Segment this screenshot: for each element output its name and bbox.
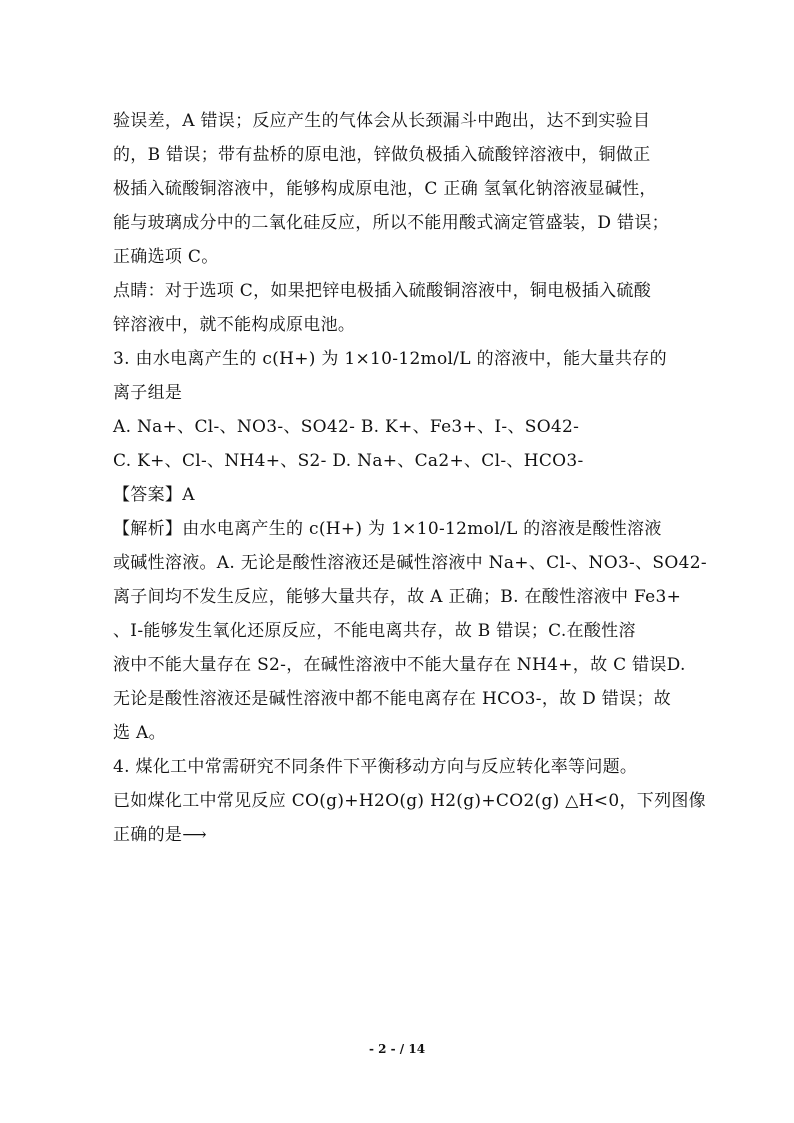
question-3-stem: 离子组是 bbox=[113, 383, 183, 403]
question-4-stem: 4. 煤化工中常需研究不同条件下平衡移动方向与反应转化率等问题。 bbox=[113, 757, 638, 777]
analysis-line: 、I-能够发生氧化还原反应，不能电离共存，故 B 错误；C.在酸性溶 bbox=[113, 621, 636, 641]
page-number: - 2 - / 14 bbox=[368, 1042, 426, 1056]
text-line: 极插入硫酸铜溶液中，能够构成原电池，C 正确 氢氧化钠溶液显碱性， bbox=[113, 179, 657, 199]
tip-line: 点睛：对于选项 C，如果把锌电极插入硫酸铜溶液中，铜电极插入硫酸 bbox=[113, 281, 652, 301]
analysis-line: 液中不能大量存在 S2-，在碱性溶液中不能大量存在 NH4+，故 C 错误D. bbox=[113, 655, 686, 675]
text-line: 能与玻璃成分中的二氧化硅反应，所以不能用酸式滴定管盛装，D 错误； bbox=[113, 213, 669, 233]
analysis-line: 【解析】由水电离产生的 c(H+) 为 1×10-12mol/L 的溶液是酸性溶液 bbox=[113, 519, 662, 539]
tip-line: 锌溶液中，就不能构成原电池。 bbox=[113, 315, 356, 335]
text-line: 的，B 错误；带有盐桥的原电池，锌做负极插入硫酸锌溶液中，铜做正 bbox=[113, 145, 651, 165]
analysis-line: 离子间均不发生反应，能够大量共存，故 A 正确；B. 在酸性溶液中 Fe3+ bbox=[113, 587, 682, 607]
text-line: 验误差，A 错误；反应产生的气体会从长颈漏斗中跑出，达不到实验目 bbox=[113, 111, 651, 131]
analysis-line: 选 A。 bbox=[113, 723, 166, 743]
answer-line: 【答案】A bbox=[113, 485, 195, 505]
question-3-stem: 3. 由水电离产生的 c(H+) 为 1×10-12mol/L 的溶液中，能大量共存的 bbox=[113, 349, 667, 369]
question-3-options-ab: A. Na+、Cl-、NO3-、SO42- B. K+、Fe3+、I-、SO42- bbox=[113, 417, 580, 437]
text-line: 正确选项 C。 bbox=[113, 247, 219, 267]
document-body bbox=[113, 104, 707, 852]
question-3-options-cd: C. K+、Cl-、NH4+、S2- D. Na+、Ca2+、Cl-、HCO3- bbox=[113, 451, 584, 471]
question-4-stem: 已如煤化工中常见反应 CO(g)+H2O(g) H2(g)+CO2(g) △H<0，下列图像 bbox=[113, 791, 706, 811]
question-4-stem: 正确的是⟶ bbox=[113, 825, 207, 845]
analysis-line: 无论是酸性溶液还是碱性溶液中都不能电离存在 HCO3-，故 D 错误；故 bbox=[113, 689, 671, 709]
analysis-line: 或碱性溶液。A. 无论是酸性溶液还是碱性溶液中 Na+、Cl-、NO3-、SO42- bbox=[113, 553, 707, 573]
